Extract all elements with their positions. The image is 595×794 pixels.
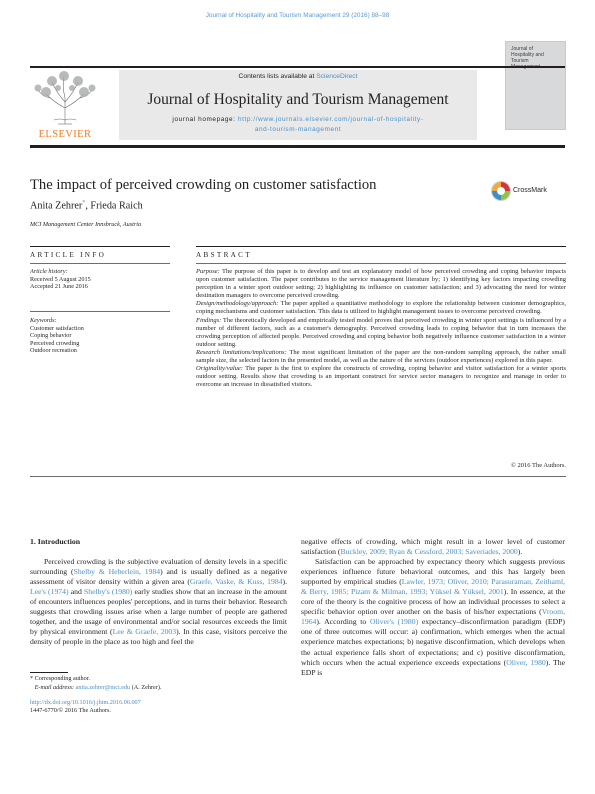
accepted-date: Accepted 21 June 2016 <box>30 283 88 291</box>
info-divider <box>30 311 170 312</box>
citation-link[interactable]: Lee's (1974) <box>30 587 69 597</box>
article-history <box>30 268 170 291</box>
citation-link[interactable]: Oliver, 1980 <box>506 657 546 667</box>
homepage-label: journal homepage: <box>172 116 236 123</box>
email-suffix: (A. Zehrer). <box>130 684 162 691</box>
section-heading-introduction: 1. Introduction <box>30 537 81 546</box>
findings-label: Findings: <box>196 316 222 324</box>
contents-line <box>119 73 477 80</box>
limitations-text: The most significant limitation of the paper are the non-random sampling approach, the rather small sample size, the selected factors in the presented model, as well as the nature of the services (outdoor experiences) explored in this paper. <box>196 348 566 365</box>
keyword: Coping behavior <box>30 332 72 340</box>
abstract-purpose <box>196 268 566 300</box>
abstract-originality <box>196 365 566 389</box>
purpose-text: The purpose of this paper is to develop and test an explanatory model of how perceived crowding and coping behavior impacts upon customer satisfaction. The paper contributes to the service management literature by; 1) identifying key factors impacting crowding perception in a winter sport outdoor setting; 2) highlighting its influence on customer satisfaction; and 3) advocating the need for winter destination managers to overcome perceived crowding. <box>196 268 566 300</box>
citation-link[interactable]: Graefe, Vaske, & Kuss, 1984 <box>189 577 283 587</box>
email-label: E-mail address: <box>34 684 75 691</box>
journal-reference[interactable]: Journal of Hospitality and Tourism Management 29 (2016) 88–98 <box>205 12 390 19</box>
text-run: negative effects of crowding, which might result in a lower level of customer satisfaction ( <box>301 537 565 557</box>
crossmark-label: CrossMark <box>513 187 547 194</box>
citation-link[interactable]: Buckley, 2009; Ryan & Cessford, 2003; Saveriades, 2000 <box>340 547 518 557</box>
homepage-line <box>119 115 477 135</box>
article-info-heading: ARTICLE INFO <box>30 251 107 259</box>
author-separator: , <box>85 200 91 212</box>
issn-line: 1447-6770/© 2016 The Authors. <box>30 707 111 715</box>
received-date: Received 5 August 2015 <box>30 275 91 283</box>
keyword: Outdoor recreation <box>30 347 77 355</box>
keywords-block <box>30 317 170 355</box>
info-top-rule <box>30 246 170 247</box>
text-run: and <box>68 587 84 597</box>
history-label: Article history: <box>30 268 68 275</box>
abstract-bottom-rule <box>30 476 566 477</box>
findings-text: The theoretically developed and empirically tested model proves that perceived crowding in winter sport settings is influenced by a number of different factors, such as a customer's demography. Perceived crowding leads to coping behavior that in turn increases the crowding perception of affected people. Perceived crowding and coping behavior both negatively influence customer satisfaction in a winter outdoor setting. <box>196 316 566 348</box>
citation-link[interactable]: Lawler, 1973; Oliver, 2010; Parasuraman, Zeithaml, & Berry, 1985; Pizam & Milman, 1993; Yüksel & Yüksel, 2001 <box>301 577 566 597</box>
elsevier-wordmark: ELSEVIER <box>38 129 92 140</box>
footnote-rule <box>30 672 68 673</box>
abstract-heading: ABSTRACT <box>196 251 252 259</box>
cover-title: Journal of Hospitality and Tourism <box>511 46 544 64</box>
design-label: Design/methodology/approach: <box>196 300 279 308</box>
text-run: Perceived crowding is the subjective evaluation of density levels in a specific surrounding ( <box>30 557 287 577</box>
citation-link[interactable]: Lee & Graefe, 2003 <box>112 627 177 637</box>
corresponding-mark[interactable]: * <box>82 200 86 206</box>
paragraph <box>30 557 287 647</box>
author-name: Frieda Raich <box>90 200 143 212</box>
body-column-left <box>30 557 287 647</box>
author-name: Anita Zehrer <box>30 200 83 212</box>
abstract-design <box>196 300 566 316</box>
copyright-notice: © 2016 The Authors. <box>510 462 566 469</box>
affiliation: MCI Management Center Innsbruck, Austria <box>30 221 142 228</box>
originality-label: Originality/value: <box>196 365 243 373</box>
contents-prefix: Contents lists available at <box>238 73 315 80</box>
paragraph <box>301 537 565 557</box>
text-run: Satisfaction can be approached by expectancy theory which suggests previous experiences influence future behavioral outcomes, and this has largely been supported by empirical studies ( <box>301 557 565 587</box>
limitations-label: Research limitations/implications: <box>196 348 287 356</box>
abstract-limitations <box>196 349 566 365</box>
sciencedirect-link[interactable]: ScienceDirect <box>316 73 358 80</box>
citation-link[interactable]: Vroom, 1964 <box>301 607 565 627</box>
design-text: The paper applied a quantitative methodology to explore the relationship between customer demographics, coping mechanisms and customer satisfaction. This data is utilized to highlight management issues to overcome perceived crowding. <box>196 300 566 316</box>
footnote-mark: * <box>30 675 34 682</box>
homepage-url-2[interactable]: and-tourism-management <box>254 126 342 133</box>
citation-link[interactable]: Shelby & Heberlein, 1984 <box>73 567 161 577</box>
corresponding-author-label: Corresponding author. <box>34 675 90 682</box>
text-run: ). According to <box>316 617 370 627</box>
footnote <box>30 674 287 692</box>
abstract-findings <box>196 317 566 349</box>
text-run: early studies show that an increase in the amount of encounters influences peoples' perceptions, and in turns their behavior. Research suggests that crowding issues arise when a large number of people are gathered together, and the usage of environmental and/or social resources exceeds the limit by physical environment ( <box>30 587 287 637</box>
purpose-label: Purpose: <box>196 268 220 275</box>
info-head-rule <box>30 263 170 264</box>
homepage-url-1[interactable]: http://www.journals.elsevier.com/journal-of-hospitality- <box>237 116 424 123</box>
text-run: expectancy–disconfirmation paradigm (EDP) one of three outcomes will occur: a) confirmation, which emerges when the actual experience matches expectations; b) negative disconfirmation, which develops when the actual experience falls short of expectations; and c) positive disconfirmation, which occurs when the actual experience exceeds expectations ( <box>301 617 565 667</box>
crossmark-badge[interactable] <box>491 180 571 204</box>
citation-link[interactable]: Shelby's (1980) <box>83 587 133 597</box>
text-run: ). In essence, at the core of the theory is the cognitive process of how an individual processes to select a specific behavior option over another on the basis of his/her expectations ( <box>301 587 565 617</box>
authors-line <box>30 200 143 211</box>
text-run: ). <box>282 577 287 587</box>
originality-text: The paper is the first to explore the constructs of crowding, coping behavior and visitor satisfaction for a winter sports outdoor setting. Results show that crowding is an important construct for service sector managers to recognize and manage in order to overcome an increase in dissatisfied visitors. <box>196 365 566 389</box>
abstract-body <box>196 268 566 389</box>
doi-block <box>30 699 287 715</box>
paper-title: The impact of perceived crowding on customer satisfaction <box>30 177 377 193</box>
author-email-link[interactable]: anita.zehrer@mci.edu <box>75 684 131 691</box>
text-run: ) and is usually defined as a negative assessment of visitor density within a given area ( <box>30 567 287 587</box>
keyword: Perceived crowding <box>30 339 80 347</box>
keywords-label: Keywords: <box>30 317 57 324</box>
journal-cover-image <box>505 41 566 130</box>
doi-link[interactable]: http://dx.doi.org/10.1016/j.jhtm.2016.06.007 <box>30 699 141 706</box>
text-run: ). In this case, visitors perceive the density of people in the place as too high and feel the <box>30 627 287 647</box>
text-run: ). The EDP is <box>301 657 565 677</box>
header-bottom-rule <box>30 145 565 148</box>
crossmark-icon <box>491 180 511 202</box>
keyword: Customer satisfaction <box>30 324 84 332</box>
header-top-rule <box>30 66 565 68</box>
journal-title: Journal of Hospitality and Tourism Management <box>147 91 449 108</box>
body-column-right <box>301 537 565 678</box>
citation-link[interactable]: Oliver's (1980) <box>369 617 419 627</box>
paragraph <box>301 557 565 678</box>
abstract-top-rule <box>196 246 566 247</box>
abstract-head-rule <box>196 263 566 264</box>
text-run: ). <box>517 547 523 557</box>
